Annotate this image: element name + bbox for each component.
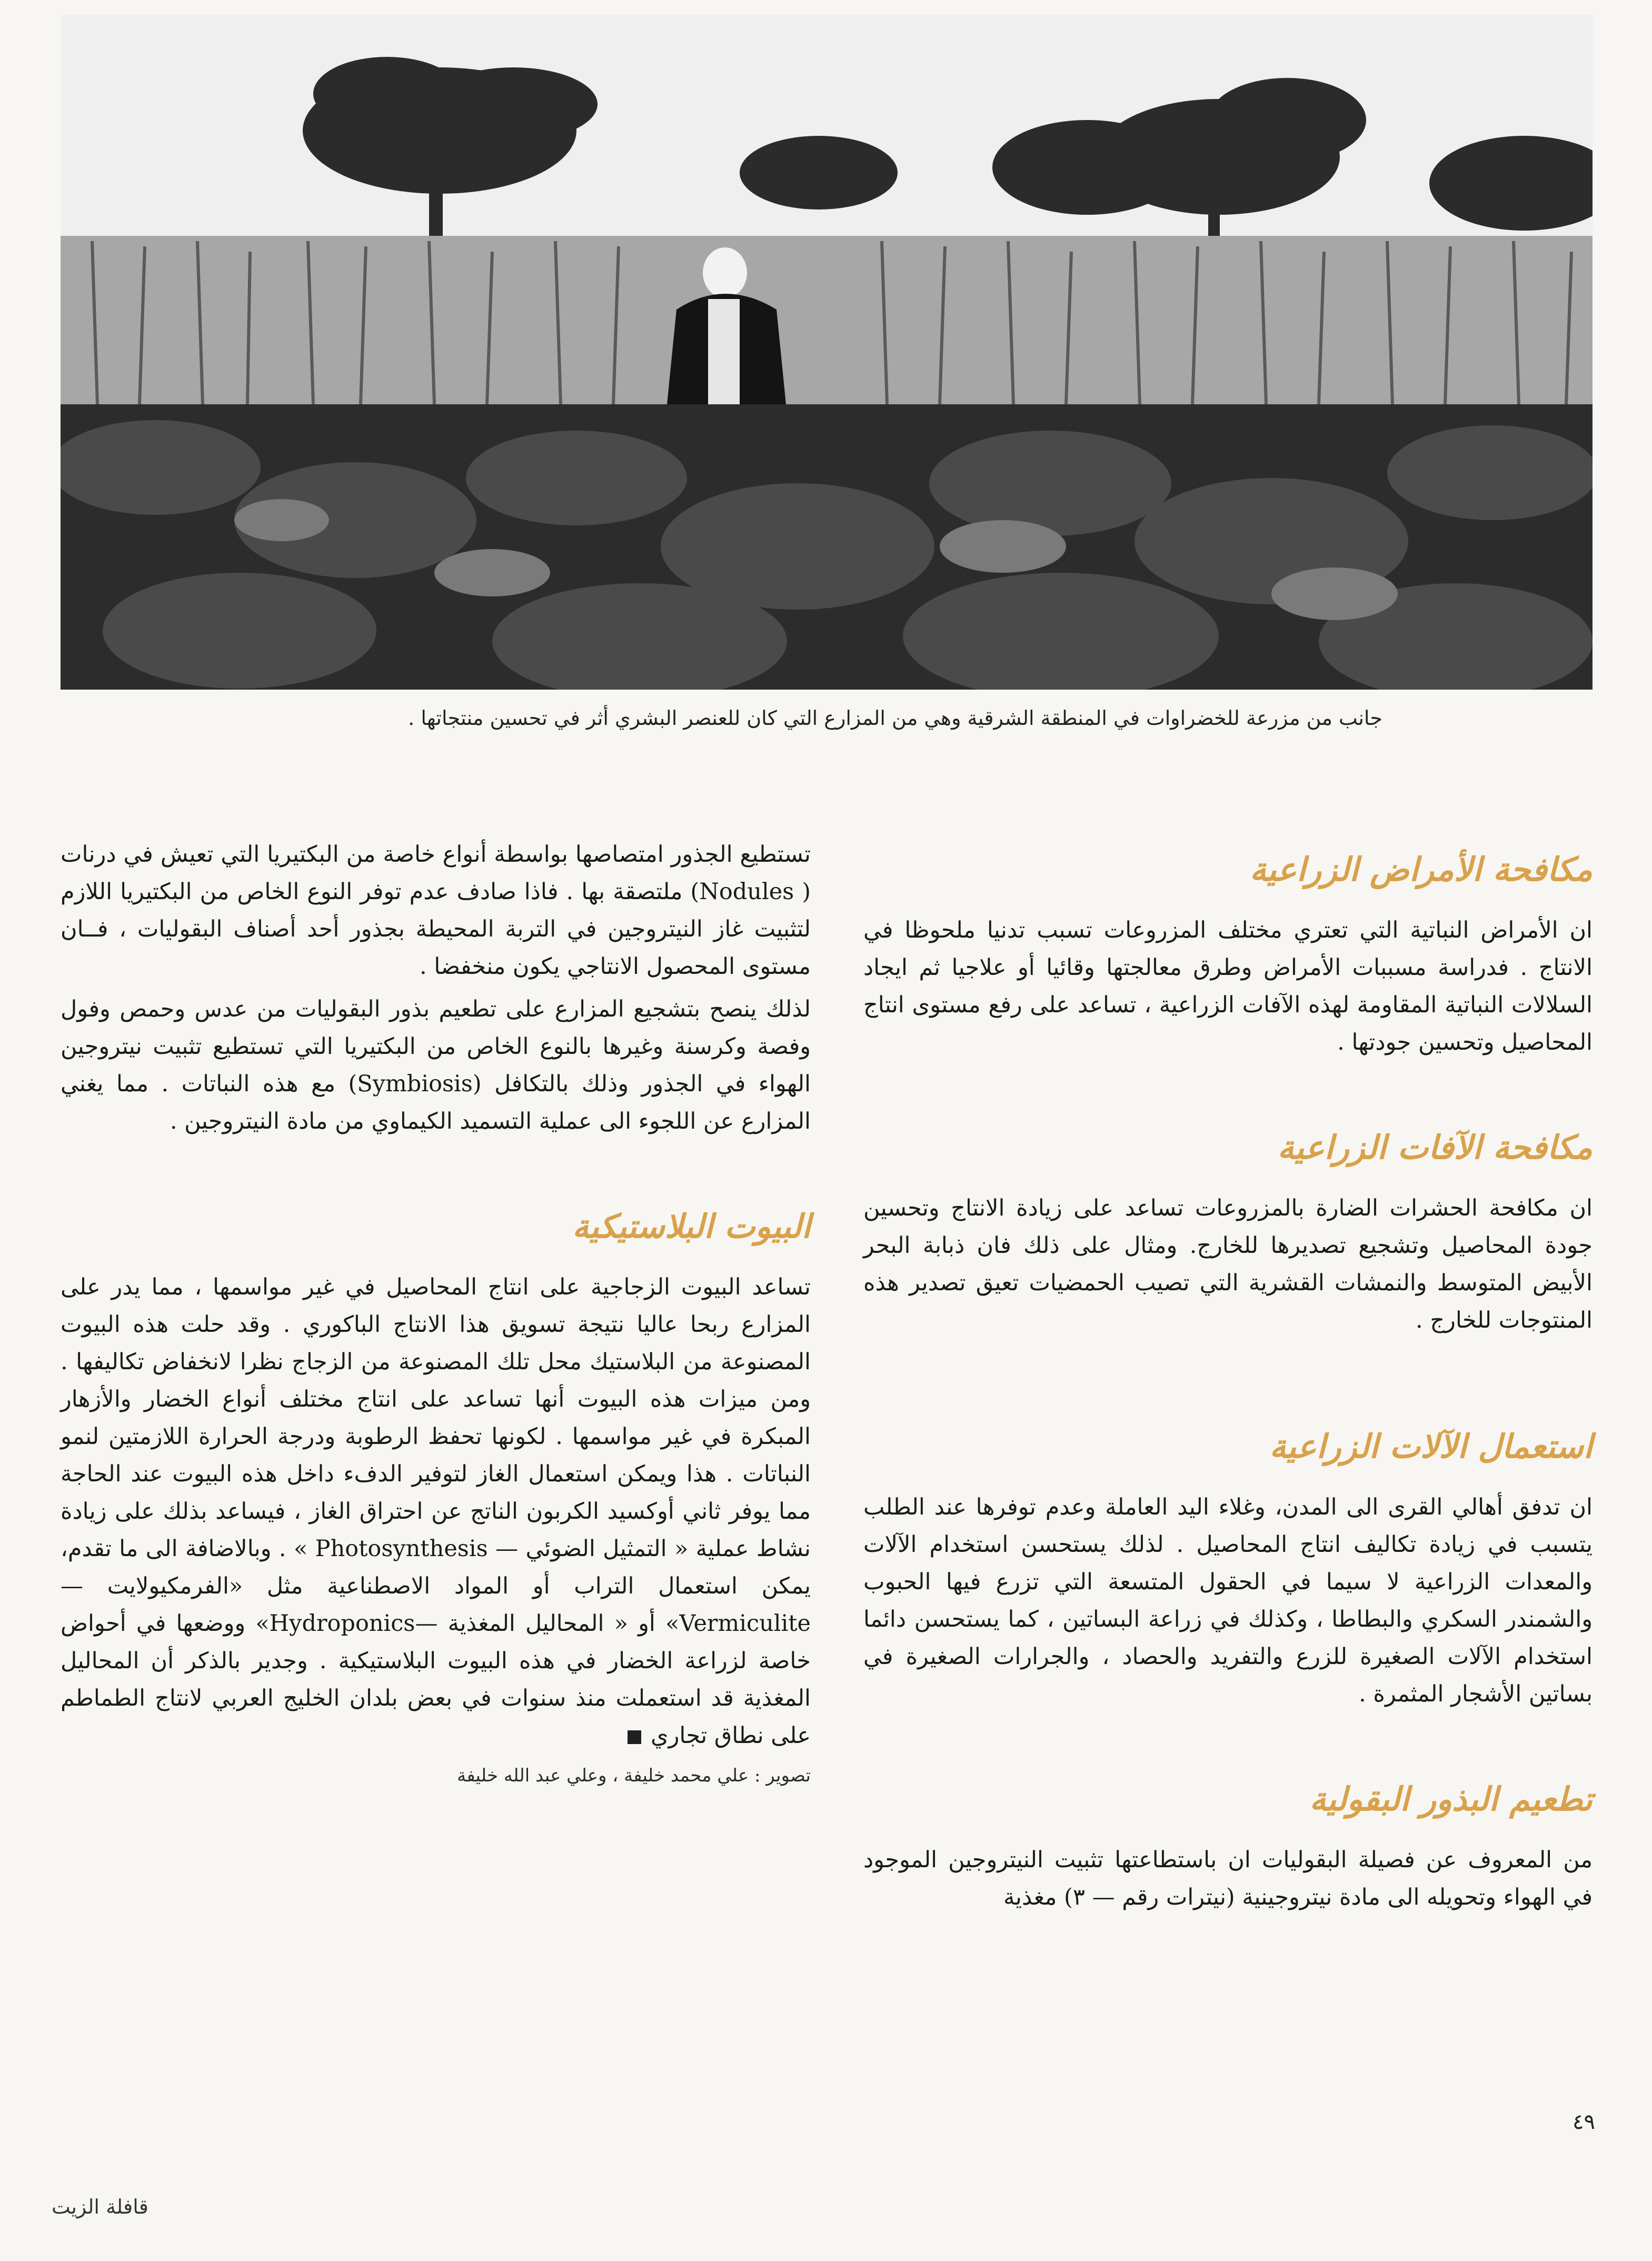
section-body-machinery: ان تدفق أهالي القرى الى المدن، وغلاء اليد العاملة وعدم توفرها عند الطلب يتسبب في زيادة تكاليف انتاج المحاصيل . لذلك يستحسن استخدام الآلات والمعدات الزراعية لا سيما في الحقول المتسعة التي تزرع فيها الحبوب والشمندر السكري والبطاطا ، وكذلك في زراعة البساتين ، كما يستحسن دائما استخدام الآلات الصغيرة للزرع والتفريد والحصاد ، والجرارات الصغيرة في بساتين الأشجار المثمرة .: [863, 1494, 1593, 1707]
section-title-seed-inoculation: تطعيم البذور البقولية: [1309, 1780, 1593, 1818]
section-body-plastic-houses: [61, 1269, 811, 1755]
photo-credit: تصوير : علي محمد خليفة ، وعلي عبد الله خليفة: [457, 1765, 811, 1786]
magazine-name: قافلة الزيت: [52, 2195, 148, 2218]
farm-photo: [61, 15, 1593, 690]
section-body-plastic-houses-text: تساعد البيوت الزجاجية على انتاج المحاصيل في غير مواسمها ، مما يدر على المزارع ربحا عاليا نتيجة تسويق هذا الانتاج الباكوري . وقد حلت هذه البيوت المصنوعة من البلاستيك محل تلك المصنوعة من الزجاج نظرا لانخفاض تكاليفها . ومن ميزات هذه البيوت أنها تساعد على انتاج مختلف أنواع الخضار والأزهار المبكرة في غير مواسمها . لكونها تحفظ الرطوبة ودرجة الحرارة اللازمتين لنمو النباتات . هذا ويمكن استعمال الغاز لتوفير الدفء داخل هذه البيوت عند الحاجة مما يوفر ثاني أوكسيد الكربون الناتج عن احتراق الغاز ، فيساعد بذلك على زيادة نشاط عملية « التمثيل الضوئي — Photosynthesis » . وبالاضافة الى ما تقدم، يمكن استعمال التراب أو المواد الاصطناعية مثل «الفرمكيولايت — Vermiculite» أو « المحاليل المغذية —Hydroponics» ووضعها في أحواض خاصة لزراعة الخضار في هذه البيوت البلاستيكية . وجدير بالذكر أن المحاليل المغذية قد استعملت منذ سنوات في بعض بلدان الخليج العربي لانتاج الطماطم على نطاق تجاري: [61, 1274, 811, 1749]
farm-photo-icon: [61, 15, 1593, 690]
section-body-pests: ان مكافحة الحشرات الضارة بالمزروعات تساعد على زيادة الانتاج وتحسين جودة المحاصيل وتشجيع تصديرها للخارج. ومثال على ذلك فان ذبابة البحر الأبيض المتوسط والنمشات القشرية التي تصيب الحمضيات تعيق تصدير هذه المنتوجات للخارج .: [863, 1195, 1593, 1333]
section-title-machinery: استعمال الآلات الزراعية: [1269, 1427, 1593, 1466]
section-body-seed-inoculation: من المعروف عن فصيلة البقوليات ان باستطاعتها تثبيت النيتروجين الموجود في الهواء وتحويله الى مادة نيتروجينية (نيترات رقم — ٣) مغذية: [863, 1847, 1593, 1910]
left-column: [61, 836, 811, 1791]
section-title-diseases: مكافحة الأمراض الزراعية: [1249, 850, 1593, 889]
section-body-diseases: ان الأمراض النباتية التي تعتري مختلف المزروعات تسبب تدنيا ملحوظا في الانتاج . فدراسة مسببات الأمراض وطرق معالجتها وقائيا أو علاجيا ثم ايجاد السلالات النباتية المقاومة لهذه الآفات الزراعية ، تساعد على رفع مستوى انتاج المحاصيل وتحسين جودتها .: [863, 917, 1593, 1055]
end-mark-icon: [628, 1730, 641, 1744]
paragraph-nodules: تستطيع الجذور امتصاصها بواسطة أنواع خاصة من البكتيريا التي تعيش في درنات ( Nodules) ملتصقة بها . فاذا صادف عدم توفر النوع الخاص من البكتيريا اللازم لتثبيت غاز النيتروجين في التربة المحيطة بجذور أحد أصناف البقوليات ، فــان مستوى المحصول الانتاجي يكون منخفضا .: [61, 841, 811, 980]
right-column: [863, 836, 1593, 1921]
section-title-pests: مكافحة الآفات الزراعية: [1277, 1128, 1593, 1167]
photo-caption: جانب من مزرعة للخضراوات في المنطقة الشرقية وهي من المزارع التي كان للعنصر البشري أثر في تحسين منتجاتها .: [408, 706, 1382, 730]
section-title-plastic-houses: البيوت البلاستيكية: [572, 1207, 811, 1246]
paragraph-symbiosis: لذلك ينصح بتشجيع المزارع على تطعيم بذور البقوليات من عدس وحمص وفول وفصة وكرسنة وغيرها بالنوع الخاص من البكتيريا التي تستطيع تثبيت نيتروجين الهواء في الجذور وذلك بالتكافل (Symbiosis) مع هذه النباتات . مما يغني المزارع عن اللجوء الى عملية التسميد الكيماوي من مادة النيتروجين .: [61, 996, 811, 1134]
page-number: ٤٩: [1573, 2110, 1595, 2134]
